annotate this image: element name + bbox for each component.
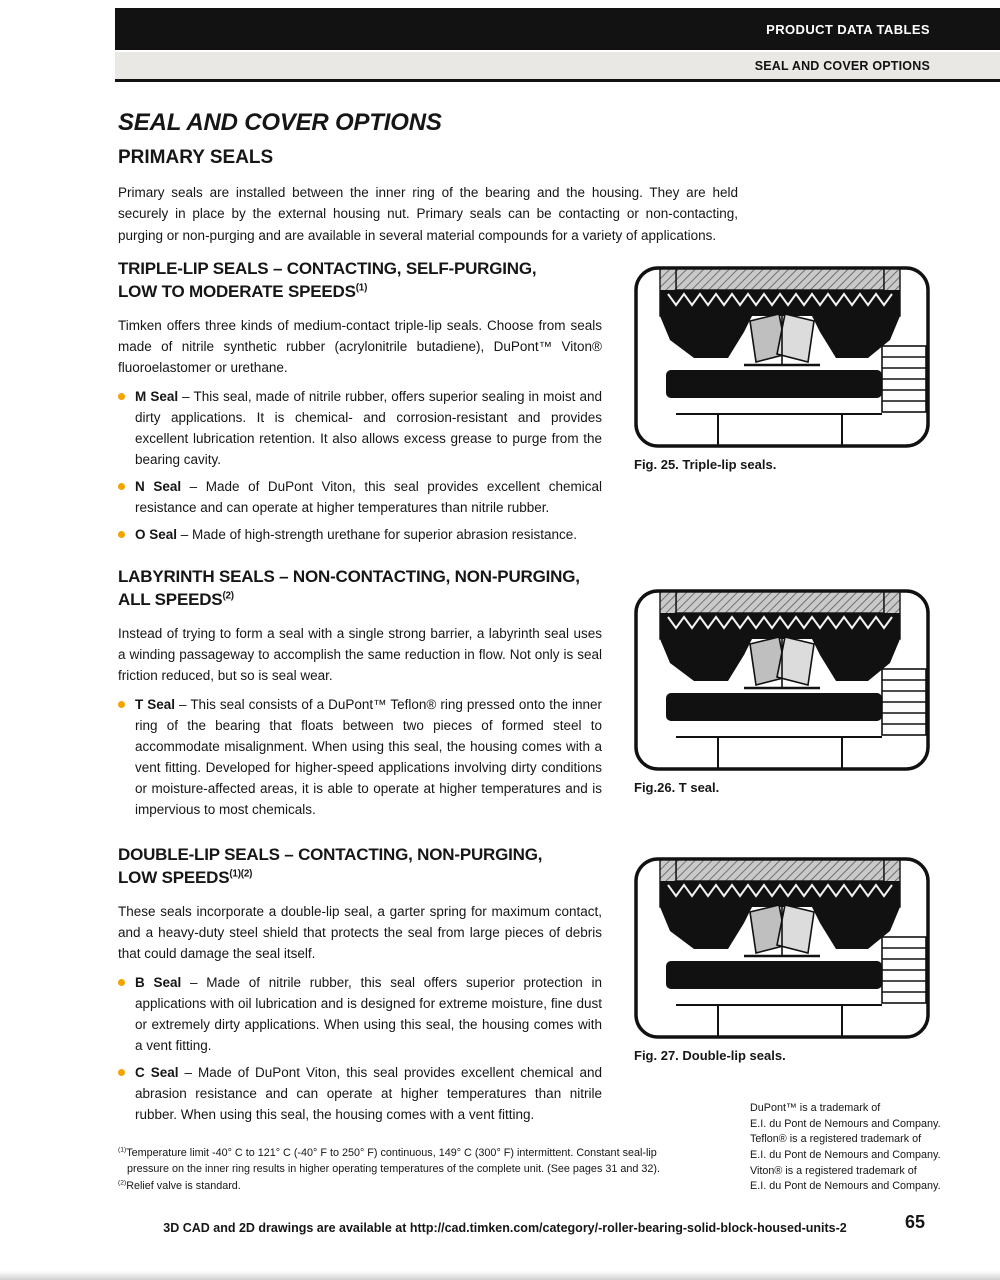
section-heading — [118, 566, 602, 612]
bullet-body: – This seal, made of nitrile rubber, offers superior sealing in moist and dirty applications. It is chemical- and corrosion-resistant and provides excellent lubrication retention. It also allows excess grease to purge from the bearing cavity. — [135, 389, 602, 468]
figure-caption: Fig.26. T seal. — [634, 780, 720, 795]
bullet-body: – Made of DuPont Viton, this seal provides excellent chemical and abrasion resistance and can operate at higher temperatures than nitrile rubber. When using this seal, the housing comes with a vent fitting. — [135, 1065, 602, 1122]
heading-footnote-ref: (1) — [355, 282, 368, 294]
bullet-label: T Seal — [135, 697, 176, 713]
trademark-notes — [750, 1101, 985, 1195]
bearing-cross-section-drawing — [632, 855, 932, 1041]
figure-caption: Fig. 27. Double-lip seals. — [634, 1048, 786, 1063]
trademark-line: E.I. du Pont de Nemours and Company. — [750, 1180, 941, 1193]
footnote-text: Temperature limit -40° C to 121° C (-40° F to 250° F) continuous, 149° C (300° F) intermittent. Constant seal-lip pressure on the inner ring results in higher operating temperatures of the complete unit. (See pages 31 and 32). — [126, 1147, 660, 1176]
bullet-item — [118, 477, 602, 519]
bullet-item — [118, 387, 602, 471]
figure-t-seal — [632, 587, 932, 795]
trademark-line: E.I. du Pont de Nemours and Company. — [750, 1148, 941, 1161]
section-body: Timken offers three kinds of medium-contact triple-lip seals. Choose from seals made of nitrile synthetic rubber (acrylonitrile butadiene), DuPont™ Viton® fluoroelastomer or urethane. — [118, 317, 602, 376]
section-body: These seals incorporate a double-lip seal, a garter spring for maximum contact, and a heavy-duty steel shield that protects the seal from large pieces of debris that could damage the seal itself. — [118, 903, 602, 962]
section-double-lip-seals — [118, 844, 602, 1132]
seal-bullet-list — [118, 387, 602, 545]
trademark-line: Viton® is a registered trademark of — [750, 1164, 917, 1177]
section-labyrinth-seals — [118, 566, 602, 827]
bullet-icon — [118, 393, 125, 400]
footnotes — [118, 1145, 678, 1196]
footnote-marker: (1) — [118, 1146, 127, 1154]
heading-footnote-ref: (2) — [222, 590, 234, 602]
bullet-item — [118, 1063, 602, 1126]
bullet-icon — [118, 1069, 125, 1076]
top-banner — [115, 8, 1000, 50]
bullet-label: O Seal — [135, 526, 178, 542]
bullet-body: – Made of DuPont Viton, this seal provides excellent chemical resistance and can operate at higher temperatures than nitrile rubber. — [135, 479, 602, 516]
bullet-label: C Seal — [135, 1065, 179, 1081]
heading-footnote-ref: (1)(2) — [229, 868, 253, 880]
heading-line-1: TRIPLE-LIP SEALS – CONTACTING, SELF-PURGING, — [118, 259, 537, 278]
bullet-item — [118, 525, 602, 546]
section-banner — [115, 52, 1000, 82]
bullet-label: N Seal — [135, 479, 182, 495]
footer-cad-note: 3D CAD and 2D drawings are available at http://cad.timken.com/category/-roller-bearing-solid-block-housed-units-2 — [163, 1221, 847, 1235]
bullet-icon — [118, 701, 125, 708]
bullet-body: – This seal consists of a DuPont™ Teflon® ring pressed onto the inner ring of the bearing that floats between two pieces of formed steel to accommodate misalignment. When using this seal, the housing comes with a vent fitting. Developed for higher-speed applications involving dirty conditions or moisture-affected areas, it is able to operate at higher temperatures and is impervious to most chemicals. — [135, 697, 602, 818]
top-banner-label: PRODUCT DATA TABLES — [766, 21, 930, 37]
bullet-icon — [118, 531, 125, 538]
bullet-item — [118, 973, 602, 1057]
trademark-line: E.I. du Pont de Nemours and Company. — [750, 1117, 941, 1130]
figure-caption: Fig. 25. Triple-lip seals. — [634, 457, 777, 472]
bullet-icon — [118, 979, 125, 986]
heading-line-2: ALL SPEEDS — [118, 589, 223, 609]
seal-bullet-list — [118, 973, 602, 1125]
trademark-line: Teflon® is a registered trademark of — [750, 1133, 922, 1146]
bullet-label: M Seal — [135, 389, 179, 405]
bullet-body: – Made of high-strength urethane for superior abrasion resistance. — [180, 526, 578, 542]
intro-paragraph: Primary seals are installed between the inner ring of the bearing and the housing. They are held securely in place by the external housing nut. Primary seals can be contacting or non-contacting, purging or non-purging and are available in several material compounds for a variety of applications. — [118, 185, 738, 243]
section-triple-lip-seals — [118, 258, 602, 552]
heading-line-2: LOW TO MODERATE SPEEDS — [118, 281, 356, 301]
heading-line-1: LABYRINTH SEALS – NON-CONTACTING, NON-PURGING, — [118, 567, 580, 586]
bearing-cross-section-drawing — [632, 587, 932, 773]
footnote-text: Relief valve is standard. — [126, 1180, 241, 1193]
heading-line-2: LOW SPEEDS — [118, 867, 230, 887]
heading-line-1: DOUBLE-LIP SEALS – CONTACTING, NON-PURGING, — [118, 845, 543, 864]
section-heading — [118, 844, 602, 890]
page-title: SEAL AND COVER OPTIONS — [118, 109, 442, 136]
section-heading — [118, 258, 602, 304]
footnote — [118, 1178, 678, 1194]
figure-triple-lip-seals — [632, 264, 932, 472]
bullet-item — [118, 695, 602, 821]
footnote — [118, 1145, 678, 1177]
bullet-icon — [118, 483, 125, 490]
page-number: 65 — [905, 1212, 926, 1232]
trademark-line: DuPont™ is a trademark of — [750, 1102, 881, 1114]
figure-double-lip-seals — [632, 855, 932, 1063]
bullet-body: – Made of nitrile rubber, this seal offers superior protection in applications with oil lubrication and is designed for extreme moisture, fine dust or extremely dirty applications. When using this seal, the housing comes with a vent fitting. — [135, 975, 602, 1054]
footnote-marker: (2) — [118, 1179, 127, 1187]
seal-bullet-list — [118, 695, 602, 821]
section-body: Instead of trying to form a seal with a single strong barrier, a labyrinth seal uses a winding passageway to accomplish the same reduction in flow. Not only is seal friction reduced, but so is seal wear. — [118, 625, 602, 684]
bullet-label: B Seal — [135, 975, 182, 991]
page-bottom-edge — [0, 1271, 1000, 1280]
primary-seals-heading: PRIMARY SEALS — [118, 147, 274, 168]
section-banner-label: SEAL AND COVER OPTIONS — [754, 58, 930, 73]
bearing-cross-section-drawing — [632, 264, 932, 450]
